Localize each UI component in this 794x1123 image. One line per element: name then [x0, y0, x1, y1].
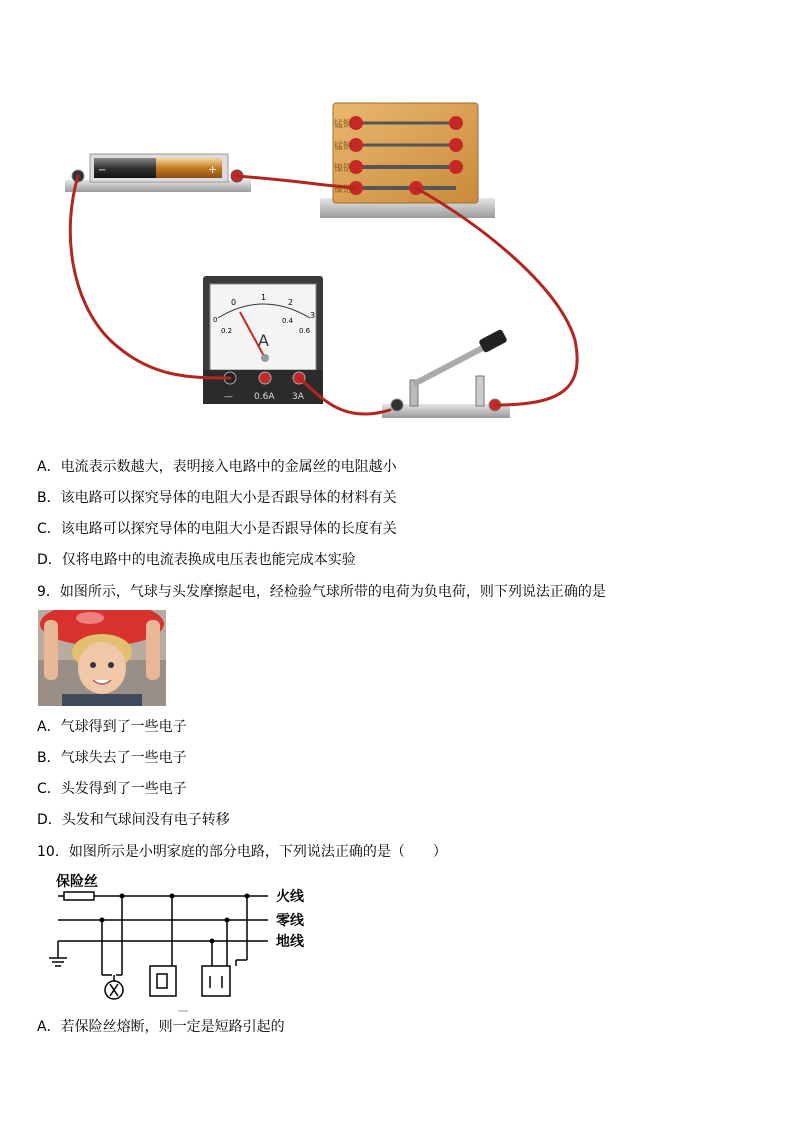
q8-option-c: C．该电路可以探究导体的电阻大小是否跟导体的长度有关 [37, 521, 397, 537]
fuse-symbol [64, 892, 94, 900]
neutral-wire-label: 零线 [276, 913, 304, 929]
ammeter-terminal-06 [259, 372, 271, 384]
scale-top-2: 2 [288, 298, 294, 307]
ammeter-letter: A [258, 331, 269, 350]
scale-top-1: 1 [261, 293, 267, 302]
q10-option-a: A．若保险丝熔断，则一定是短路引起的 [37, 1019, 285, 1035]
household-circuit-diagram [44, 868, 324, 1018]
q10-stem: 10．如图所示是小明家庭的部分电路，下列说法正确的是（ ） [37, 844, 447, 860]
q8-option-b: B．该电路可以探究导体的电阻大小是否跟导体的材料有关 [37, 490, 397, 506]
fuse-label: 保险丝 [56, 874, 98, 890]
q8-option-d: D．仅将电路中的电流表换成电压表也能完成本实验 [37, 552, 356, 568]
scale-bottom-0: 0 [213, 316, 218, 324]
knife-switch [382, 329, 510, 418]
q9-option-d: D．头发和气球间没有电子转移 [37, 812, 230, 828]
resistance-wire-board [320, 103, 495, 218]
q9-option-b: B．气球失去了一些电子 [37, 750, 187, 766]
ground-wire-label: 地线 [276, 934, 304, 950]
scale-top-3: 3 [310, 311, 316, 320]
socket-symbol [202, 966, 230, 996]
q8-option-a: A．电流表示数越大，表明接入电路中的金属丝的电阻越小 [37, 459, 397, 475]
face [78, 642, 126, 694]
terminal-3-label: 3A [292, 392, 304, 402]
battery-minus-label: − [98, 165, 107, 176]
balloon-boy-photo [38, 610, 166, 706]
q9-stem: 9．如图所示，气球与头发摩擦起电，经检验气球所带的电荷为负电荷，则下列说法正确的是 [37, 584, 606, 600]
wire-label-2: 锰铜 [334, 142, 353, 152]
wire-label-4: 镍铬 [334, 185, 353, 195]
scale-bottom-2: 0.4 [282, 317, 294, 325]
battery-holder [65, 154, 251, 192]
scale-bottom-3: 0.6 [299, 327, 311, 335]
wire-label-1: 锰铜 [334, 120, 353, 130]
battery-plus-label: + [208, 163, 218, 176]
circuit-apparatus-figure [55, 95, 595, 425]
q9-option-a: A．气球得到了一些电子 [37, 719, 187, 735]
q9-option-c: C．头发得到了一些电子 [37, 781, 187, 797]
scale-bottom-1: 0.2 [221, 327, 233, 335]
scale-top-0: 0 [231, 298, 237, 307]
live-wire-label: 火线 [276, 889, 304, 905]
terminal-06-label: 0.6A [254, 392, 275, 402]
terminal-minus-label: — [224, 392, 233, 402]
wire-label-3: 镍铬 [334, 164, 353, 174]
switch-box [150, 966, 176, 996]
